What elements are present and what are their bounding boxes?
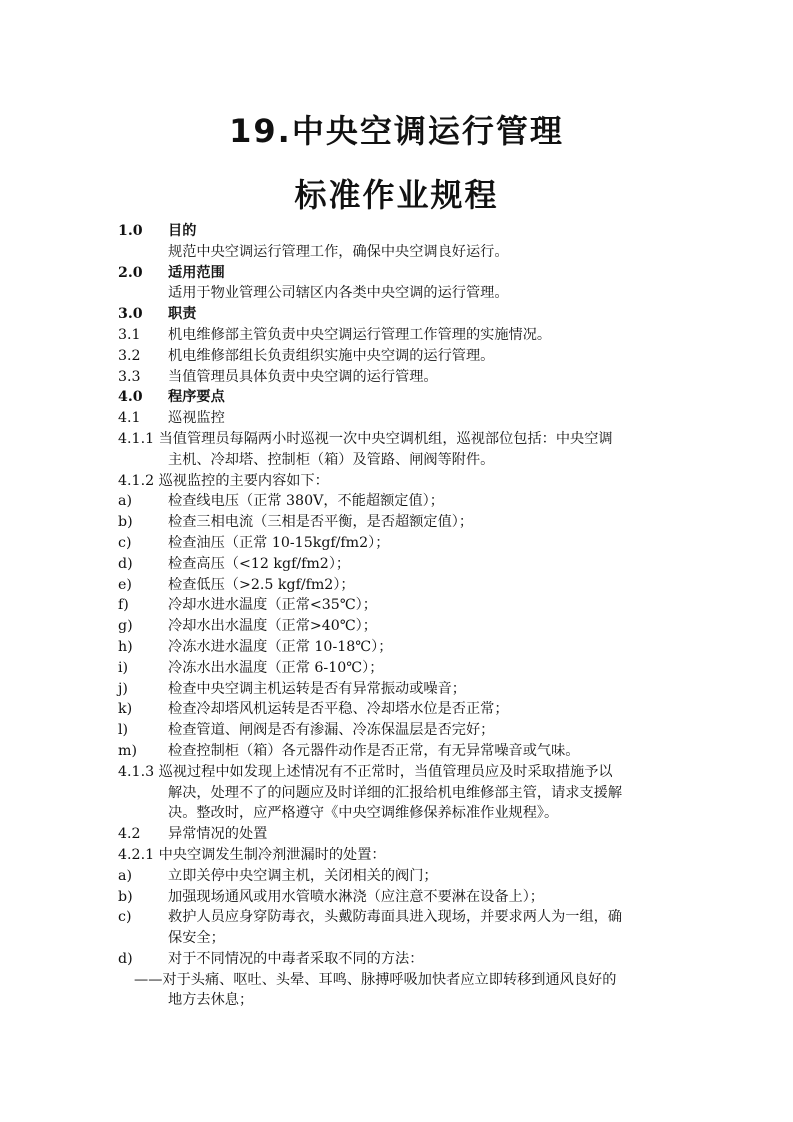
text-line (118, 949, 678, 970)
section-number: k) (118, 701, 133, 718)
text-line (118, 533, 678, 554)
text-line (118, 491, 678, 512)
section-number: a) (118, 493, 132, 510)
line-text: 4.1.3 巡视过程中如发现上述情况有不正常时，当值管理员应及时采取措施予以 (118, 763, 613, 780)
text-line (118, 512, 678, 533)
text-line (118, 221, 678, 242)
line-text: 检查中央空调主机运转是否有异常振动或噪音； (168, 680, 466, 697)
line-text: 异常情况的处置 (168, 826, 268, 843)
text-line (118, 471, 678, 492)
text-line (118, 824, 678, 845)
line-text: 决。整改时，应严格遵守《中央空调维修保养标准作业规程》。 (168, 805, 559, 822)
line-text: 4.1.1 当值管理员每隔两小时巡视一次中央空调机组，巡视部位包括：中央空调 (118, 430, 613, 447)
line-text: ——对于头痛、呕吐、头晕、耳鸣、脉搏呼吸加快者应立即转移到通风良好的 (134, 971, 617, 988)
line-text: 冷冻水出水温度（正常 6-10℃）； (168, 659, 384, 676)
text-line (118, 304, 678, 325)
section-number: l) (118, 722, 129, 739)
line-text: 检查管道、闸阀是否有渗漏、冷冻保温层是否完好； (168, 722, 495, 739)
document-title-line2: 标准作业规程 (294, 176, 499, 214)
section-heading: 适用范围 (168, 264, 225, 281)
line-text: 当值管理员具体负责中央空调的运行管理。 (168, 368, 438, 385)
line-text: 规范中央空调运行管理工作，确保中央空调良好运行。 (168, 243, 509, 260)
line-text: 4.2.1 中央空调发生制冷剂泄漏时的处置： (118, 846, 386, 863)
section-number: b) (118, 514, 133, 531)
text-line (118, 263, 678, 284)
line-text: 地方去休息； (168, 992, 254, 1009)
text-line (118, 699, 678, 720)
text-line (118, 720, 678, 741)
text-line (118, 887, 678, 908)
section-number: c) (118, 909, 132, 926)
section-number: 4.2 (118, 826, 141, 843)
text-line (118, 990, 678, 1011)
text-line (118, 387, 678, 408)
line-text: 检查三相电流（三相是否平衡，是否超额定值）； (168, 514, 474, 531)
line-text: 解决，处理不了的问题应及时详细的汇报给机电维修部主管，请求支援解 (168, 784, 623, 801)
section-number: j) (118, 680, 128, 697)
line-text: 对于不同情况的中毒者采取不同的方法： (168, 950, 424, 967)
section-heading: 职责 (168, 306, 197, 323)
section-number: c) (118, 534, 132, 551)
text-line (118, 637, 678, 658)
line-text: 救护人员应身穿防毒衣，头戴防毒面具进入现场，并要求两人为一组，确 (168, 909, 623, 926)
line-text: 检查线电压（正常 380V，不能超额定值）； (168, 493, 444, 510)
text-line (118, 429, 678, 450)
line-text: 检查控制柜（箱）各元器件动作是否正常，有无异常噪音或气味。 (168, 742, 580, 759)
text-line (118, 450, 678, 471)
section-number: 4.0 (118, 389, 143, 406)
section-number: 4.1 (118, 410, 141, 427)
document-title-line1: 19.中央空调运行管理 (229, 112, 564, 150)
text-line (118, 679, 678, 700)
section-number: 3.1 (118, 326, 141, 343)
text-line (118, 866, 678, 887)
text-line (118, 408, 678, 429)
text-line (118, 907, 678, 928)
text-line (118, 970, 678, 991)
line-text: 适用于物业管理公司辖区内各类中央空调的运行管理。 (168, 285, 509, 302)
line-text: 检查油压（正常 10-15kgf/fm2）； (168, 534, 390, 551)
text-line (118, 741, 678, 762)
section-number: g) (118, 618, 133, 635)
line-text: 机电维修部组长负责组织实施中央空调的运行管理。 (168, 347, 495, 364)
text-line (118, 283, 678, 304)
section-number: h) (118, 638, 133, 655)
text-line (118, 762, 678, 783)
section-number: m) (118, 742, 137, 759)
section-number: 3.0 (118, 306, 143, 323)
section-number: b) (118, 888, 133, 905)
text-line (118, 928, 678, 949)
line-text: 检查高压（<12 kgf/fm2）； (168, 555, 351, 572)
line-text: 冷却水出水温度（正常>40℃）； (168, 618, 377, 635)
line-text: 检查低压（>2.5 kgf/fm2）； (168, 576, 355, 593)
section-number: f) (118, 597, 129, 614)
line-text: 主机、冷却塔、控制柜（箱）及管路、闸阀等附件。 (168, 451, 495, 468)
line-text: 加强现场通风或用水管喷水淋浇（应注意不要淋在设备上）； (168, 888, 544, 905)
section-heading: 程序要点 (168, 389, 225, 406)
line-text: 机电维修部主管负责中央空调运行管理工作管理的实施情况。 (168, 326, 552, 343)
text-line (118, 554, 678, 575)
section-number: d) (118, 555, 133, 572)
line-text: 保安全； (168, 930, 225, 947)
section-number: 3.3 (118, 368, 141, 385)
section-number: 1.0 (118, 223, 143, 239)
section-number: i) (118, 659, 129, 676)
text-line (118, 845, 678, 866)
section-number: 3.2 (118, 347, 141, 364)
section-number: d) (118, 950, 133, 967)
text-line (118, 803, 678, 824)
section-number: e) (118, 576, 132, 593)
text-line (118, 242, 678, 263)
text-line (118, 616, 678, 637)
section-heading: 目的 (168, 223, 197, 239)
document-body (118, 221, 678, 1011)
line-text: 4.1.2 巡视监控的主要内容如下： (118, 472, 329, 489)
line-text: 冷却水进水温度（正常<35℃）； (168, 597, 377, 614)
text-line (118, 783, 678, 804)
text-line (118, 325, 678, 346)
line-text: 检查冷却塔风机运转是否平稳、冷却塔水位是否正常； (168, 701, 509, 718)
text-line (118, 658, 678, 679)
line-text: 巡视监控 (168, 410, 225, 427)
line-text: 冷冻水进水温度（正常 10-18℃）； (168, 638, 393, 655)
section-number: 2.0 (118, 264, 143, 281)
line-text: 立即关停中央空调主机，关闭相关的阀门； (168, 867, 438, 884)
text-line (118, 367, 678, 388)
text-line (118, 595, 678, 616)
text-line (118, 575, 678, 596)
text-line (118, 346, 678, 367)
section-number: a) (118, 867, 132, 884)
